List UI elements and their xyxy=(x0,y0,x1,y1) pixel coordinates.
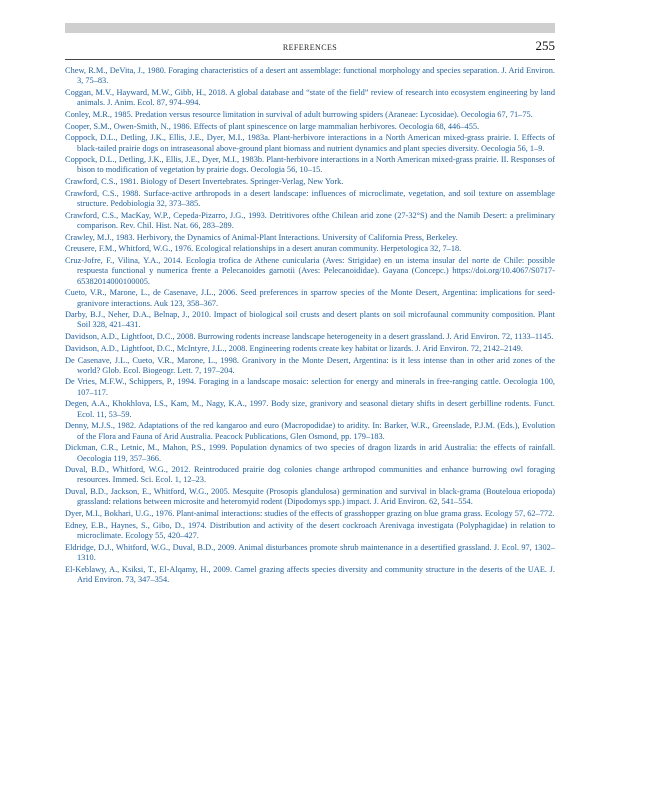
reference-entry: Crawford, C.S., MacKay, W.P., Cepeda-Pizarro, J.G., 1993. Detritivores ofthe Chilean arid zone (27-32°S) and the Namib Desert: a preliminary comparison. Rev. Chil. Hist. Nat. 66, 283–289. xyxy=(65,210,555,230)
reference-entry: Dickman, C.R., Letnic, M., Mahon, P.S., 1999. Population dynamics of two species of dragon lizards in arid Australia: the effects of rainfall. Oecologia 119, 357–366. xyxy=(65,443,555,463)
reference-entry: Crawford, C.S., 1981. Biology of Desert Invertebrates. Springer-Verlag, New York. xyxy=(65,177,344,187)
reference-entry: Crawley, M.J., 1983. Herbivory, the Dynamics of Animal-Plant Interactions. University of California Press, Berkeley. xyxy=(65,232,458,242)
page-number: 255 xyxy=(535,38,555,53)
reference-list xyxy=(65,66,555,587)
reference-entry: Duval, B.D., Jackson, E., Whitford, W.G., 2005. Mesquite (Prosopis glandulosa) germination and survival in black-grama (Bouteloua eriopoda) grassland: relations between microsite and heteromyid rodent (Dipodomys spp.) impact. J. Arid Environ. 62, 541–554. xyxy=(65,487,555,507)
reference-entry: Cueto, V.R., Marone, L., de Casenave, J.L., 2006. Seed preferences in sparrow species of the Monte Desert, Argentina: implications for seed-granivore interactions. Auk 123, 358–367. xyxy=(65,288,555,308)
reference-entry: Darby, B.J., Neher, D.A., Belnap, J., 2010. Impact of biological soil crusts and desert plants on soil microfaunal community composition. Plant Soil 328, 421–431. xyxy=(65,310,555,330)
reference-entry: Conley, M.R., 1985. Predation versus resource limitation in survival of adult burrowing spiders (Araneae: Lycosidae). Oecologia 67, 71–75. xyxy=(65,109,533,119)
reference-entry: Duval, B.D., Whitford, W.G., 2012. Reintroduced prairie dog colonies change arthropod communities and enhance burrowing owl foraging resources. Immed. Sci. Ecol. 1, 12–23. xyxy=(65,465,555,485)
reference-entry: Dyer, M.I., Bokhari, U.G., 1976. Plant-animal interactions: studies of the effects of grasshopper grazing on blue grama grass. Ecology 57, 62–772. xyxy=(65,509,555,519)
reference-entry: Crawford, C.S., 1988. Surface-active arthropods in a desert landscape: influences of microclimate, vegetation, and soil texture on assemblage structure. Pedobiologia 32, 373–385. xyxy=(65,188,555,209)
running-head xyxy=(65,38,555,58)
reference-entry: Davidson, A.D., Lightfoot, D.C., 2008. Burrowing rodents increase landscape heterogeneity in a desert grassland. J. Arid Environ. 72, 1133–1145. xyxy=(65,332,554,342)
reference-entry: Edney, E.B., Haynes, S., Gibo, D., 1974. Distribution and activity of the desert cockroach Arenivaga investigata (Polyphagidae) in relation to microclimate. Ecology 55, 420–427. xyxy=(65,520,555,540)
reference-entry: Chew, R.M., DeVita, J., 1980. Foraging characteristics of a desert ant assemblage: functional morphology and species separation. J. Arid Environ. 3, 75–83. xyxy=(65,66,555,86)
reference-entry: Denny, M.J.S., 1982. Adaptations of the red kangaroo and euro (Macropodidae) to aridity. In: Barker, W.R., Greenslade, P.J.M. (Eds.), Evolution of the Flora and Fauna of Arid Australia. Peacock Publications, Glen Osmond, pp. 179–183. xyxy=(65,421,555,441)
reference-entry: Davidson, A.D., Lightfoot, D.C., McIntyre, J.L., 2008. Engineering rodents create key habitat or lizards. J. Arid Environ. 72, 2142–2149. xyxy=(65,343,523,353)
reference-entry: Degen, A.A., Khokhlova, I.S., Kam, M., Nagy, K.A., 1997. Body size, granivory and seasonal dietary shifts in desert gerbilline rodents. Funct. Ecol. 11, 53–59. xyxy=(65,399,555,419)
reference-entry: El-Keblawy, A., Ksiksi, T., El-Alqamy, H., 2009. Camel grazing affects species diversity and community structure in the deserts of the UAE. J. Arid Environ. 73, 347–354. xyxy=(65,564,555,584)
section-title: REFERENCES xyxy=(282,43,338,52)
reference-entry: Creusere, F.M., Whitford, W.G., 1976. Ecological relationships in a desert anuran community. Herpetologica 32, 7–18. xyxy=(65,244,462,254)
reference-entry: Coppock, D.L., Detling, J.K., Ellis, J.E., Dyer, M.I., 1983a. Plant-herbivore interactions in a North American mixed-grass prairie. I. Effects of black-tailed prairie dogs on intraseasonal above-ground plant biomass and nutrient dynamics and plant species diversity. Oecologia 56, 1–9. xyxy=(65,133,555,153)
header-bar xyxy=(65,23,555,33)
reference-entry: Cruz-Jofre, F., Vilina, Y.A., 2014. Ecologia trofica de Athene cunicularia (Aves: Strigidae) en un istema insular del norte de Chile: possible respuesta functional y numerica frente a Pelecanoides garnotii (Aves: Pelecanoididae). Gayana (Concepc.) https://doi.org/10.4067/S0717-65382014000100005. xyxy=(65,256,555,286)
reference-entry: Coppock, D.L., Detling, J.K., Ellis, J.E., Dyer, M.I., 1983b. Plant-herbivore interactions in a North American mixed-grass prairie. II. Responses of bison to modification of vegetation by prairie dogs. Oecologia 56, 10–15. xyxy=(65,155,555,175)
reference-entry: De Casenave, J.L., Cueto, V.R., Marone, L., 1998. Granivory in the Monte Desert, Argentina: is it less intense than in other arid zones of the world? Glob. Ecol. Biogeogr. Lett. 7, 197–204. xyxy=(65,355,555,375)
reference-entry: Coggan, M.V., Hayward, M.W., Gibb, H., 2018. A global database and “state of the field” review of research into ecosystem engineering by land animals. J. Anim. Ecol. 87, 974–994. xyxy=(65,87,555,108)
reference-entry: Cooper, S.M., Owen-Smith, N., 1986. Effects of plant spinescence on large mammalian herbivores. Oecologia 68, 446–455. xyxy=(65,121,480,131)
reference-entry: De Vries, M.F.W., Schippers, P., 1994. Foraging in a landscape mosaic: selection for energy and minerals in free-ranging cattle. Oecologia 100, 107–117. xyxy=(65,377,555,397)
header-rule xyxy=(65,59,555,60)
reference-entry: Eldridge, D.J., Whitford, W.G., Duval, B.D., 2009. Animal disturbances promote shrub maintenance in a desertified grassland. J. Ecol. 97, 1302–1310. xyxy=(65,542,555,562)
